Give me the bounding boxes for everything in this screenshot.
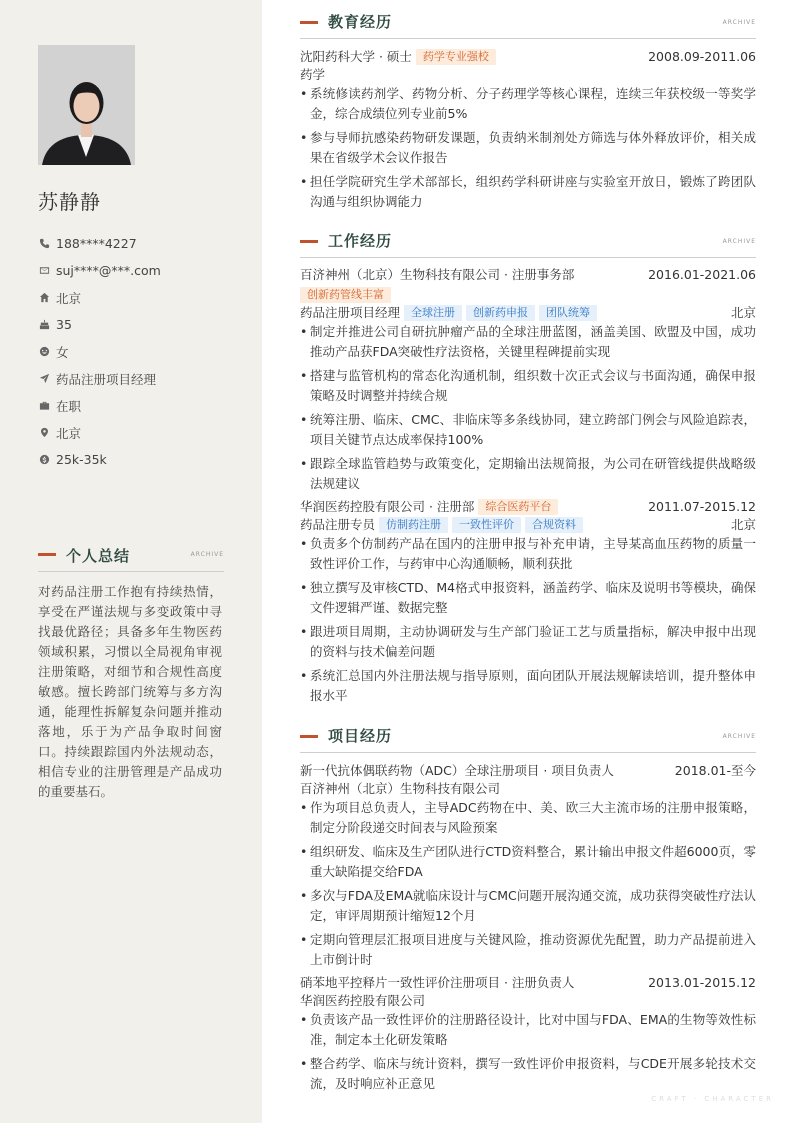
project-period: 2013.01-2015.12 (648, 975, 756, 990)
project-entry (300, 974, 756, 1094)
list-item: • 独立撰写及审核CTD、M4格式申报资料，涵盖药学、临床及说明书等模块，确保文件逻辑严谨、数据完整 (300, 578, 756, 618)
list-item: • 整合药学、临床与统计资料，撰写一致性评价申报资料，与CDE开展多轮技术交流，及时响应补正意见 (300, 1054, 756, 1094)
job-role-row (300, 516, 756, 534)
project-bullets (300, 1010, 756, 1094)
project-name-row (300, 762, 756, 780)
target-city-text: 北京 (56, 425, 82, 441)
sidebar (0, 0, 262, 1123)
job-bullets (300, 534, 756, 706)
section-accent-bar (300, 21, 318, 24)
project-org: 百济神州（北京）生物科技有限公司 (300, 781, 501, 796)
summary-section-header (38, 544, 224, 572)
work-section (300, 230, 756, 710)
company-tag: 创新药管线丰富 (300, 287, 391, 303)
status-text: 在职 (56, 398, 82, 414)
job-role-row (300, 304, 756, 322)
info-age (38, 311, 228, 338)
skill-tag: 仿制药注册 (379, 517, 448, 533)
company-name: 华润医药控股有限公司 · 注册部 (300, 499, 475, 514)
project-bullets (300, 798, 756, 970)
project-org-row (300, 992, 756, 1010)
school-tag: 药学专业强校 (416, 49, 496, 65)
education-title: 教育经历 (328, 13, 393, 31)
school-name: 沈阳药科大学 · 硕士 (300, 49, 412, 64)
info-target-city (38, 419, 228, 446)
project-name: 硝苯地平控释片一致性评价注册项目 · 注册负责人 (300, 975, 575, 990)
major-name: 药学 (300, 67, 326, 82)
info-city (38, 284, 228, 311)
skill-tag: 创新药申报 (466, 305, 535, 321)
job-period: 2011.07-2015.12 (648, 499, 756, 514)
work-section-header (300, 230, 756, 258)
job-city: 北京 (730, 517, 756, 532)
work-title: 工作经历 (328, 232, 393, 250)
section-accent-bar (300, 240, 318, 243)
salary-text: 25k-35k (56, 452, 107, 467)
job-entry (300, 498, 756, 706)
list-item: • 跟进项目周期，主动协调研发与生产部门验证工艺与质量指标，解决申报中出现的资料与技术偏差问题 (300, 622, 756, 662)
education-bullets (300, 84, 756, 212)
job-bullets (300, 322, 756, 494)
archive-label: ARCHIVE (722, 733, 756, 740)
job-role: 药品注册项目经理 (300, 305, 401, 320)
info-gender (38, 338, 228, 365)
summary-title: 个人总结 (66, 547, 131, 565)
email-text: suj****@***.com (56, 263, 161, 278)
list-item: • 系统汇总国内外注册法规与指导原则，面向团队开展法规解读培训，提升整体申报水平 (300, 666, 756, 706)
list-item: • 负责该产品一致性评价的注册路径设计，比对中国与FDA、EMA的生物等效性标准，制定本土化研发策略 (300, 1010, 756, 1050)
money-icon (38, 454, 50, 466)
profile-photo (38, 45, 135, 165)
footer-watermark: CRAFT · CHARACTER (651, 1095, 774, 1103)
list-item: • 多次与FDA及EMA就临床设计与CMC问题开展沟通交流，成功获得突破性疗法认定，审评周期预计缩短12个月 (300, 886, 756, 926)
projects-section (300, 725, 756, 1098)
list-item: • 组织研发、临床及生产团队进行CTD资料整合，累计输出申报文件超6000页，零重大缺陷提交给FDA (300, 842, 756, 882)
project-period: 2018.01-至今 (674, 763, 756, 778)
list-item: • 跟踪全球监管趋势与政策变化，定期输出法规简报，为公司在研管线提供战略级法规建议 (300, 454, 756, 494)
phone-icon (38, 238, 50, 250)
job-company-row (300, 498, 756, 516)
mail-icon (38, 265, 50, 277)
skill-tag: 合规资料 (525, 517, 583, 533)
section-accent-bar (38, 553, 56, 556)
job-city: 北京 (730, 305, 756, 320)
list-item: • 定期向管理层汇报项目进度与关键风险，推动资源优先配置，助力产品提前进入上市倒计时 (300, 930, 756, 970)
face-icon (38, 346, 50, 358)
list-item: • 作为项目总负责人，主导ADC药物在中、美、欧三大主流市场的注册申报策略，制定分阶段递交时间表与风险预案 (300, 798, 756, 838)
age-text: 35 (56, 317, 72, 332)
project-org: 华润医药控股有限公司 (300, 993, 426, 1008)
education-major-row (300, 66, 756, 84)
list-item: • 制定并推进公司自研抗肿瘤产品的全球注册蓝图，涵盖美国、欧盟及中国，成功推动产品获FDA突破性疗法资格，关键里程碑提前实现 (300, 322, 756, 362)
list-item: • 统筹注册、临床、CMC、非临床等多条线协同，建立跨部门例会与风险追踪表，项目关键节点达成率保持100% (300, 410, 756, 450)
summary-text: 对药品注册工作抱有持续热情，享受在严谨法规与多变政策中寻找最优路径；具备多年生物医药领域积累，习惯以全局视角审视注册策略，对细节和合规性高度敏感。擅长跨部门统筹与多方沟通，能理性拆解复杂问题并推动落地，乐于为产品争取时间窗口。持续跟踪国内外法规动态，相信专业的注册管理是产品成功的重要基石。 (38, 584, 222, 799)
skill-tag: 一致性评价 (452, 517, 521, 533)
gender-text: 女 (56, 344, 69, 360)
cake-icon (38, 319, 50, 331)
contact-info-list (38, 230, 228, 473)
project-name: 新一代抗体偶联药物（ADC）全球注册项目 · 项目负责人 (300, 763, 614, 778)
job-company-row (300, 266, 756, 284)
portrait-image (38, 45, 135, 165)
section-accent-bar (300, 735, 318, 738)
list-item: • 系统修读药剂学、药物分析、分子药理学等核心课程，连续三年获校级一等奖学金，综合成绩位列专业前5% (300, 84, 756, 124)
projects-section-header (300, 725, 756, 753)
send-icon (38, 373, 50, 385)
archive-label: ARCHIVE (722, 238, 756, 245)
company-tag: 综合医药平台 (478, 499, 558, 515)
education-section (300, 11, 756, 216)
project-org-row (300, 780, 756, 798)
info-phone (38, 230, 228, 257)
list-item: • 负责多个仿制药产品在国内的注册申报与补充申请，主导某高血压药物的质量一致性评价工作，与药审中心沟通顺畅，顺利获批 (300, 534, 756, 574)
archive-label: ARCHIVE (190, 551, 224, 558)
briefcase-icon (38, 400, 50, 412)
info-position (38, 365, 228, 392)
job-company-tag-row (300, 284, 756, 304)
skill-tag: 团队统筹 (539, 305, 597, 321)
job-period: 2016.01-2021.06 (648, 267, 756, 282)
education-section-header (300, 11, 756, 39)
list-item: • 参与导师抗感染药物研发课题，负责纳米制剂处方筛选与体外释放评价，相关成果在省级学术会议作报告 (300, 128, 756, 168)
candidate-name: 苏静静 (38, 190, 101, 214)
phone-text: 188****4227 (56, 236, 137, 251)
project-entry (300, 762, 756, 970)
skill-tag: 全球注册 (404, 305, 462, 321)
position-text: 药品注册项目经理 (56, 371, 157, 387)
projects-title: 项目经历 (328, 727, 393, 745)
home-icon (38, 292, 50, 304)
education-period: 2008.09-2011.06 (648, 49, 756, 64)
company-name: 百济神州（北京）生物科技有限公司 · 注册事务部 (300, 267, 575, 282)
job-role: 药品注册专员 (300, 517, 376, 532)
info-status (38, 392, 228, 419)
education-school-row (300, 48, 756, 66)
location-pin-icon (38, 427, 50, 439)
info-salary (38, 446, 228, 473)
info-email (38, 257, 228, 284)
job-entry (300, 266, 756, 494)
project-name-row (300, 974, 756, 992)
list-item: • 担任学院研究生学术部部长，组织药学科研讲座与实验室开放日，锻炼了跨团队沟通与组织协调能力 (300, 172, 756, 212)
archive-label: ARCHIVE (722, 19, 756, 26)
list-item: • 搭建与监管机构的常态化沟通机制，组织数十次正式会议与书面沟通，确保申报策略及时调整并持续合规 (300, 366, 756, 406)
city-text: 北京 (56, 290, 82, 306)
